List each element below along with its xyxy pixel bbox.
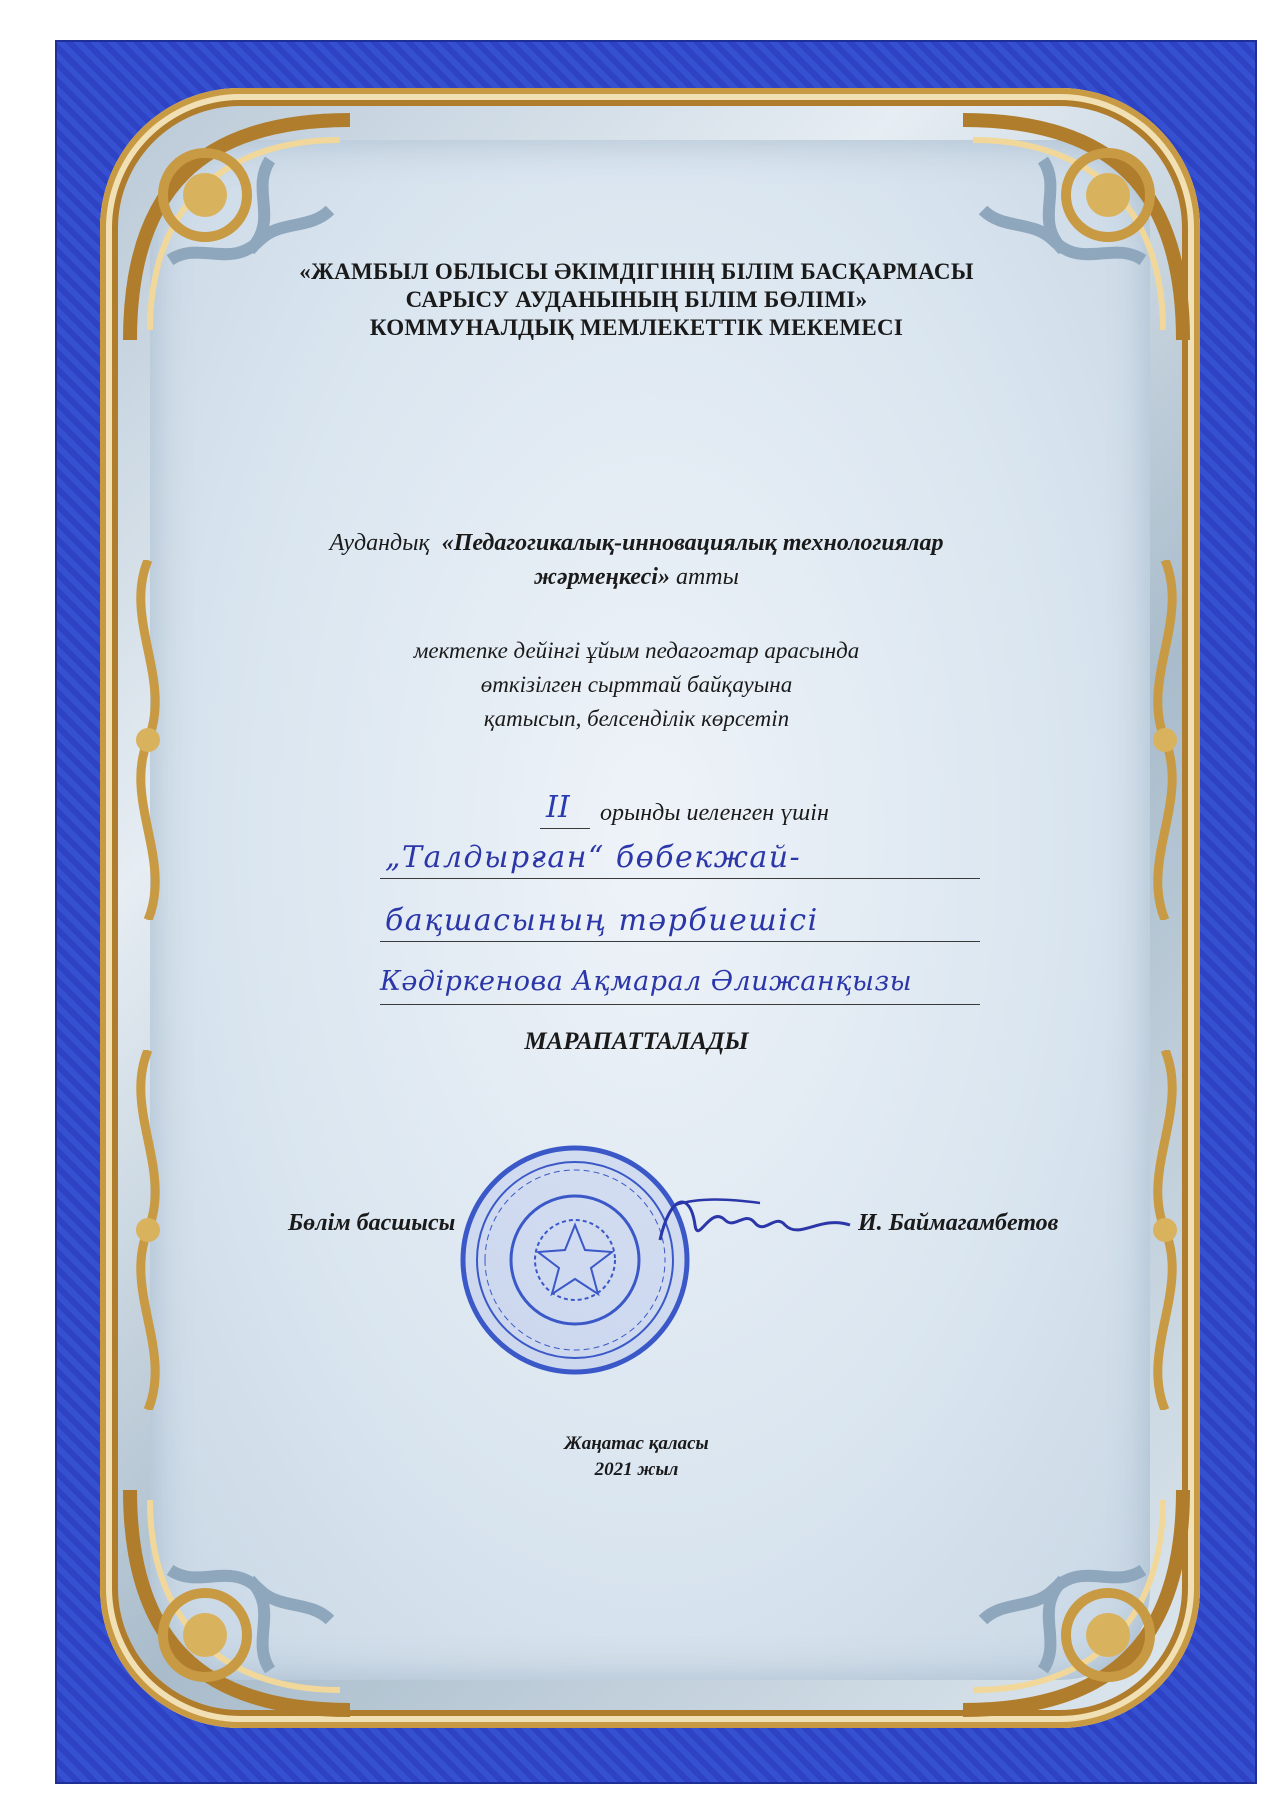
org-line-1: «ЖАМБЫЛ ОБЛЫСЫ ӘКІМДІГІНІҢ БІЛІМ БАСҚАРМАСЫ bbox=[299, 259, 974, 284]
recipient-underline-2 bbox=[380, 941, 980, 942]
signature-position: Бөлім басшысы bbox=[288, 1210, 456, 1236]
event-name-part-2: жәрмеңкесі» bbox=[534, 564, 670, 590]
handwritten-signature bbox=[650, 1185, 860, 1265]
footer-year: 2021 жыл bbox=[594, 1459, 679, 1480]
description-line-3: қатысып, белсенділік көрсетіп bbox=[483, 706, 790, 731]
recipient-underline-3 bbox=[380, 1004, 980, 1005]
org-line-3: КОММУНАЛДЫҚ МЕМЛЕКЕТТІК МЕКЕМЕСІ bbox=[369, 315, 904, 340]
event-name-part-1: «Педагогикалық-инновациялық технологиялар bbox=[441, 530, 944, 556]
place-underline bbox=[540, 828, 590, 829]
signature-name: И. Баймагамбетов bbox=[858, 1210, 1059, 1236]
place-number-handwritten: II bbox=[546, 790, 570, 825]
org-line-2: САРЫСУ АУДАНЫНЫҢ БІЛІМ БӨЛІМІ» bbox=[405, 287, 868, 312]
description-line-1: мектепке дейінгі ұйым педагогтар арасында bbox=[413, 638, 860, 663]
place-text: орынды иеленген үшін bbox=[600, 800, 829, 826]
recipient-line-2: бақшасының тәрбиешісі bbox=[385, 903, 819, 938]
award-word: МАРАПАТТАЛАДЫ bbox=[524, 1028, 749, 1055]
event-line-1 bbox=[0, 528, 1273, 558]
event-prefix: Аудандық bbox=[329, 530, 430, 556]
event-suffix: атты bbox=[675, 564, 739, 590]
event-line-2 bbox=[0, 562, 1273, 592]
footer-city: Жаңатас қаласы bbox=[564, 1433, 709, 1454]
description-line-2: өткізілген сырттай байқауына bbox=[480, 672, 793, 697]
recipient-underline-1 bbox=[380, 878, 980, 879]
recipient-line-1: „Талдырған“ бөбекжай- bbox=[385, 840, 802, 875]
recipient-line-3: Кәдіркенова Ақмарал Әлижанқызы bbox=[380, 966, 913, 997]
